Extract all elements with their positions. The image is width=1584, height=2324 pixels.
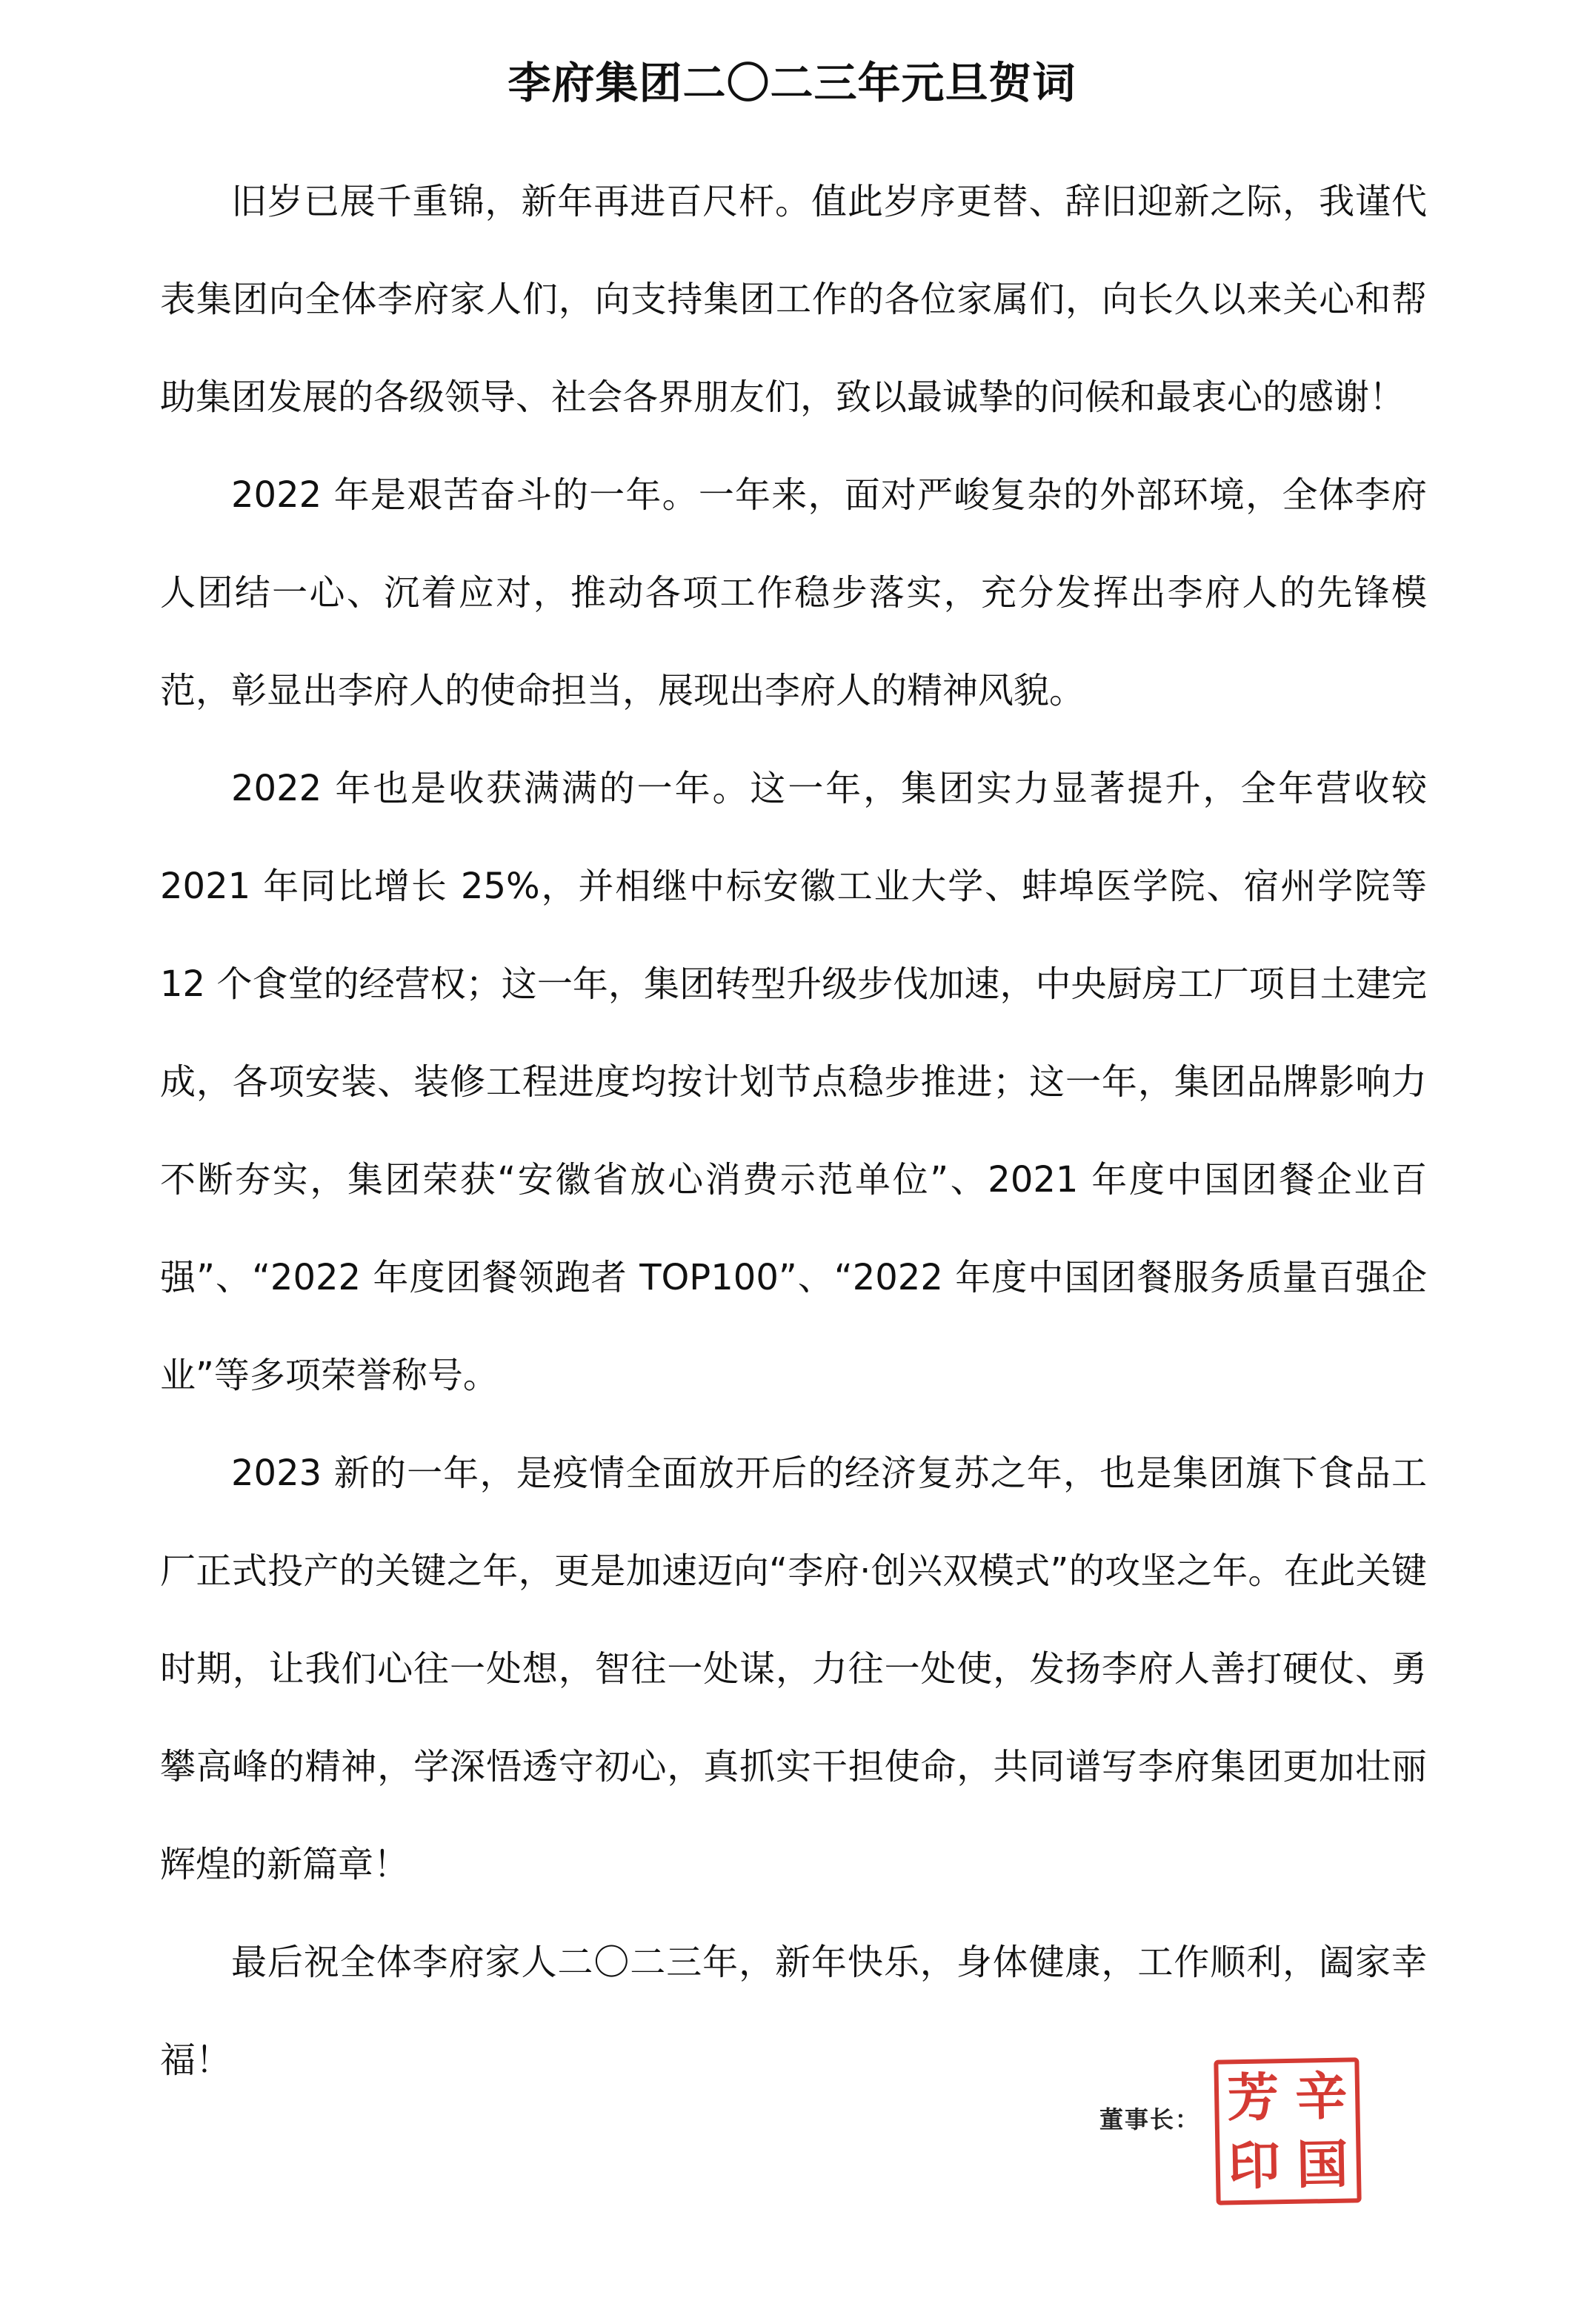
seal-char: 芳 <box>1226 2066 1279 2129</box>
signature-label: 董事长： <box>1099 2105 1201 2134</box>
paragraph-greeting: 旧岁已展千重锦，新年再进百尺杆。值此岁序更替、辞旧迎新之际，我谨代表集团向全体李府家人们，向支持集团工作的各位家属们，向长久以来关心和帮助集团发展的各级领导、社会各界朋友们，致以最诚挚的问候和最衷心的感谢！ <box>160 181 1427 418</box>
paragraph-2022-struggle: 2022 年是艰苦奋斗的一年。一年来，面对严峻复杂的外部环境，全体李府人团结一心、沉着应对，推动各项工作稳步落实，充分发挥出李府人的先锋模范，彰显出李府人的使命担当，展现出李府人的精神风貌。 <box>160 474 1427 711</box>
chairman-seal <box>1214 2057 1361 2205</box>
paragraph-2023-outlook: 2023 新的一年，是疫情全面放开后的经济复苏之年，也是集团旗下食品工厂正式投产的关键之年，更是加速迈向“李府·创兴双模式”的攻坚之年。在此关键时期，让我们心往一处想，智往一处谋，力往一处使，发扬李府人善打硬仗、勇攀高峰的精神，学深悟透守初心，真抓实干担使命，共同谱写李府集团更加壮丽辉煌的新篇章！ <box>160 1452 1427 1885</box>
paragraph-closing-wishes: 最后祝全体李府家人二〇二三年，新年快乐，身体健康，工作顺利，阖家幸福！ <box>160 1942 1427 2081</box>
paragraph-2022-harvest: 2022 年也是收获满满的一年。这一年，集团实力显著提升，全年营收较 2021 年同比增长 25%，并相继中标安徽工业大学、蚌埠医学院、宿州学院等 12 个食堂的经营权；这一年，集团转型升级步伐加速，中央厨房工厂项目土建完成，各项安装、装修工程进度均按计划节点稳步推进；这一年，集团品牌影响力不断夯实，集团荣获“安徽省放心消费示范单位”、2021 年度中国团餐企业百强”、“2022 年度团餐领跑者 TOP100”、“2022 年度中国团餐服务质量百强企业”等多项荣誉称号。 <box>160 768 1427 1396</box>
seal-char: 印 <box>1228 2134 1281 2197</box>
seal-char: 辛 <box>1294 2065 1348 2128</box>
seal-char: 国 <box>1296 2133 1349 2196</box>
page-title: 李府集团二〇二三年元旦贺词 <box>508 58 1076 108</box>
letter-body <box>160 153 1427 2109</box>
